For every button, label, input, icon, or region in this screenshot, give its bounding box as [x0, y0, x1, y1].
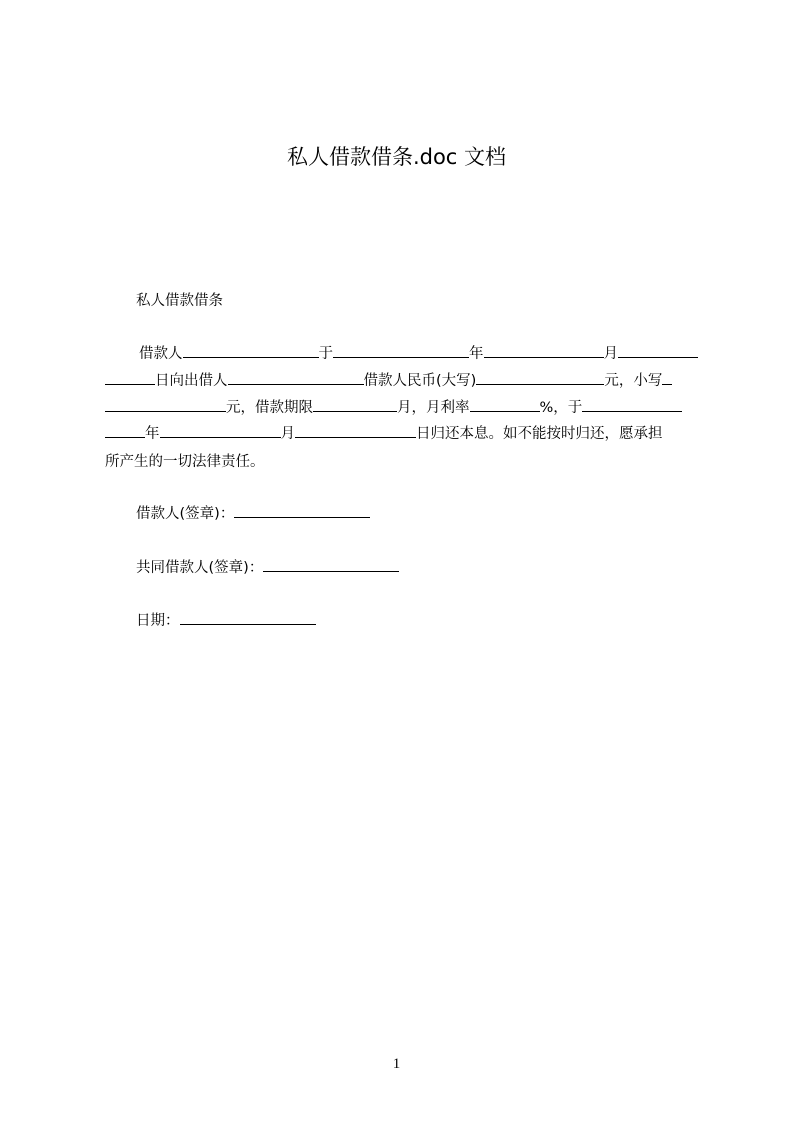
yuan-small-label: 元，小写 [604, 373, 663, 389]
lend-day-blank-start[interactable] [618, 343, 698, 358]
borrower-signature-label: 借款人(签章)： [136, 506, 235, 522]
liability-text: 所产生的一切法律责任。 [105, 454, 265, 470]
co-borrower-signature-label: 共同借款人(签章)： [136, 560, 264, 576]
lend-month-blank[interactable] [484, 343, 604, 358]
month-rate-label: 月，月利率 [397, 400, 470, 416]
date-row [136, 610, 316, 632]
rmb-capital-label: 借款人民币(大写) [363, 373, 477, 389]
lender-name-blank[interactable] [228, 370, 364, 385]
date-label: 日期： [136, 613, 180, 629]
return-year-blank-start[interactable] [582, 397, 682, 412]
yuan-term-label: 元，借款期限 [226, 400, 313, 416]
body-line-3 [105, 397, 698, 419]
month2-label: 月 [280, 426, 295, 442]
interest-rate-blank[interactable] [470, 397, 540, 412]
day-lend-label: 日向出借人 [155, 373, 228, 389]
return-year-blank-end[interactable] [105, 423, 145, 438]
lend-day-blank-end[interactable] [105, 370, 155, 385]
percent-at-label: %，于 [539, 400, 583, 416]
amount-small-blank-start[interactable] [662, 370, 672, 385]
document-title: 私人借款借条.doc 文档 [286, 145, 507, 169]
year-label: 年 [469, 346, 484, 362]
borrower-label: 借款人 [139, 346, 183, 362]
borrower-signature-row [136, 503, 370, 525]
day-return-label: 日归还本息。如不能按时归还，愿承担 [416, 426, 663, 442]
document-subtitle: 私人借款借条 [136, 293, 223, 309]
year2-label: 年 [145, 426, 160, 442]
body-line-2 [105, 370, 698, 392]
borrower-signature-blank[interactable] [234, 503, 370, 518]
body-line-5 [105, 451, 698, 473]
at-label: 于 [318, 346, 333, 362]
body-line-4 [105, 423, 698, 445]
amount-capital-blank[interactable] [476, 370, 604, 385]
lend-year-blank[interactable] [333, 343, 469, 358]
co-borrower-signature-blank[interactable] [263, 557, 399, 572]
date-blank[interactable] [180, 610, 316, 625]
borrower-name-blank[interactable] [183, 343, 319, 358]
body-line-1 [139, 343, 698, 365]
return-month-blank[interactable] [160, 423, 281, 438]
amount-small-blank-end[interactable] [105, 397, 226, 412]
month-label: 月 [603, 346, 618, 362]
co-borrower-signature-row [136, 557, 399, 579]
term-months-blank[interactable] [313, 397, 397, 412]
return-day-blank[interactable] [295, 423, 416, 438]
page-number: 1 [392, 1056, 401, 1072]
